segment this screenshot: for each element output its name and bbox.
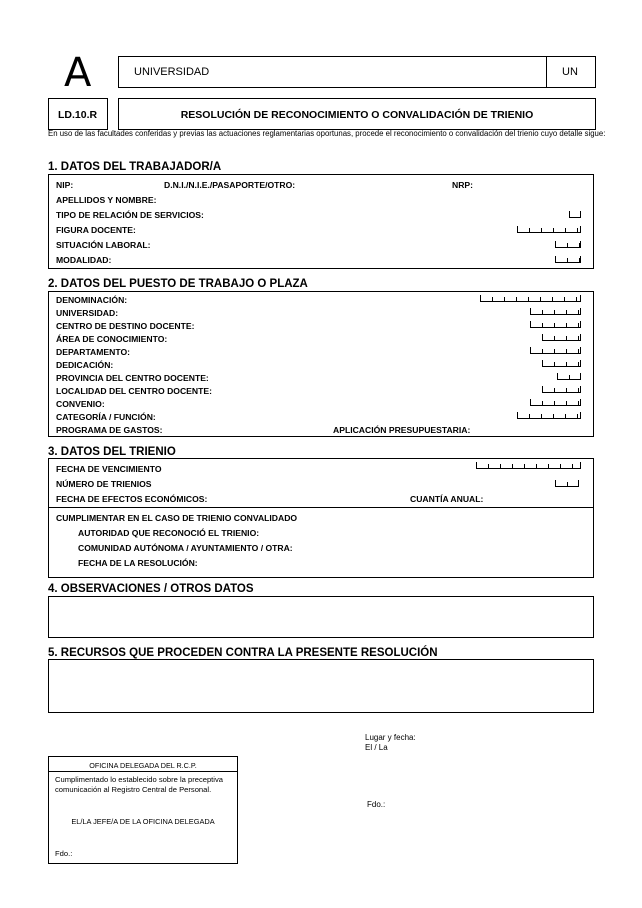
tipo-field[interactable] xyxy=(569,211,581,218)
nombre-label: APELLIDOS Y NOMBRE: xyxy=(56,195,157,205)
section4-title: 4. OBSERVACIONES / OTROS DATOS xyxy=(48,583,254,595)
numero-label: NÚMERO DE TRIENIOS xyxy=(56,479,152,489)
university-label: UNIVERSIDAD xyxy=(134,66,210,78)
departamento-field[interactable] xyxy=(530,347,581,354)
universidad-field[interactable] xyxy=(530,308,581,315)
area-label: ÁREA DE CONOCIMIENTO: xyxy=(56,334,168,344)
office-title: OFICINA DELEGADA DEL R.C.P. xyxy=(89,761,197,770)
office-text: Cumplimentado lo establecido sobre la preceptiva comunicación al Registro Central de Personal. xyxy=(55,775,224,794)
denominacion-field[interactable] xyxy=(480,295,581,302)
observaciones-box[interactable] xyxy=(48,596,594,638)
categoria-field[interactable] xyxy=(517,412,581,419)
comunidad-label: COMUNIDAD AUTÓNOMA / AYUNTAMIENTO / OTRA: xyxy=(78,543,293,553)
section3-title: 3. DATOS DEL TRIENIO xyxy=(48,446,176,458)
figura-field[interactable] xyxy=(517,226,581,233)
centro-label: CENTRO DE DESTINO DOCENTE: xyxy=(56,321,195,331)
modalidad-label: MODALIDAD: xyxy=(56,255,112,265)
office-box xyxy=(48,756,238,864)
office-divider xyxy=(48,771,238,772)
localidad-field[interactable] xyxy=(542,386,581,393)
aplicacion-label: APLICACIÓN PRESUPUESTARIA: xyxy=(333,425,471,435)
provincia-field[interactable] xyxy=(557,373,581,380)
convenio-label: CONVENIO: xyxy=(56,399,105,409)
localidad-label: LOCALIDAD DEL CENTRO DOCENTE: xyxy=(56,386,212,396)
area-field[interactable] xyxy=(542,334,581,341)
office-fdo: Fdo.: xyxy=(55,849,73,858)
section2-title: 2. DATOS DEL PUESTO DE TRABAJO O PLAZA xyxy=(48,278,308,290)
signature-fdo: Fdo.: xyxy=(367,800,386,809)
vencimiento-field[interactable] xyxy=(476,462,581,469)
convalidado-label: CUMPLIMENTAR EN EL CASO DE TRIENIO CONVALIDADO xyxy=(56,513,298,523)
dedicacion-label: DEDICACIÓN: xyxy=(56,360,114,370)
university-code: UN xyxy=(562,66,578,78)
form-letter: A xyxy=(64,50,92,96)
section1-box xyxy=(48,174,594,269)
programa-label: PROGRAMA DE GASTOS: xyxy=(56,425,163,435)
form-code: LD.10.R xyxy=(58,109,98,121)
recursos-box[interactable] xyxy=(48,659,594,713)
section1-title: 1. DATOS DEL TRABAJADOR/A xyxy=(48,161,222,173)
dedicacion-field[interactable] xyxy=(542,360,581,367)
situacion-label: SITUACIÓN LABORAL: xyxy=(56,240,151,250)
figura-label: FIGURA DOCENTE: xyxy=(56,225,136,235)
categoria-label: CATEGORÍA / FUNCIÓN: xyxy=(56,412,156,422)
departamento-label: DEPARTAMENTO: xyxy=(56,347,130,357)
tipo-label: TIPO DE RELACIÓN DE SERVICIOS: xyxy=(56,210,204,220)
section5-title: 5. RECURSOS QUE PROCEDEN CONTRA LA PRESENTE RESOLUCIÓN xyxy=(48,647,438,659)
autoridad-label: AUTORIDAD QUE RECONOCIÓ EL TRIENIO: xyxy=(78,528,260,538)
denominacion-label: DENOMINACIÓN: xyxy=(56,295,128,305)
convenio-field[interactable] xyxy=(530,399,581,406)
provincia-label: PROVINCIA DEL CENTRO DOCENTE: xyxy=(56,373,209,383)
form-title: RESOLUCIÓN DE RECONOCIMIENTO O CONVALIDACIÓN DE TRIENIO xyxy=(180,109,534,121)
numero-field[interactable] xyxy=(555,480,579,487)
fecha-resolucion-label: FECHA DE LA RESOLUCIÓN: xyxy=(78,558,198,568)
el-la-label: El / La xyxy=(365,743,388,752)
universidad-label: UNIVERSIDAD: xyxy=(56,308,119,318)
cuantia-label: CUANTÍA ANUAL: xyxy=(410,494,484,504)
nip-label: NIP: xyxy=(56,180,74,190)
situacion-field[interactable] xyxy=(555,241,581,248)
vencimiento-label: FECHA DE VENCIMIENTO xyxy=(56,464,162,474)
efectos-label: FECHA DE EFECTOS ECONÓMICOS: xyxy=(56,494,208,504)
intro-text: En uso de las facultades conferidas y previas las actuaciones reglamentarias oportunas, procede el reconocimiento o convalidación del trienio cuyo detalle sigue: xyxy=(48,129,606,138)
dni-label: D.N.I./N.I.E./PASAPORTE/OTRO: xyxy=(164,180,296,190)
lugar-fecha-label: Lugar y fecha: xyxy=(365,733,416,742)
nrp-label: NRP: xyxy=(452,180,474,190)
section3-divider xyxy=(48,507,594,508)
office-jefe: EL/LA JEFE/A DE LA OFICINA DELEGADA xyxy=(71,817,215,826)
modalidad-field[interactable] xyxy=(555,256,581,263)
centro-field[interactable] xyxy=(530,321,581,328)
